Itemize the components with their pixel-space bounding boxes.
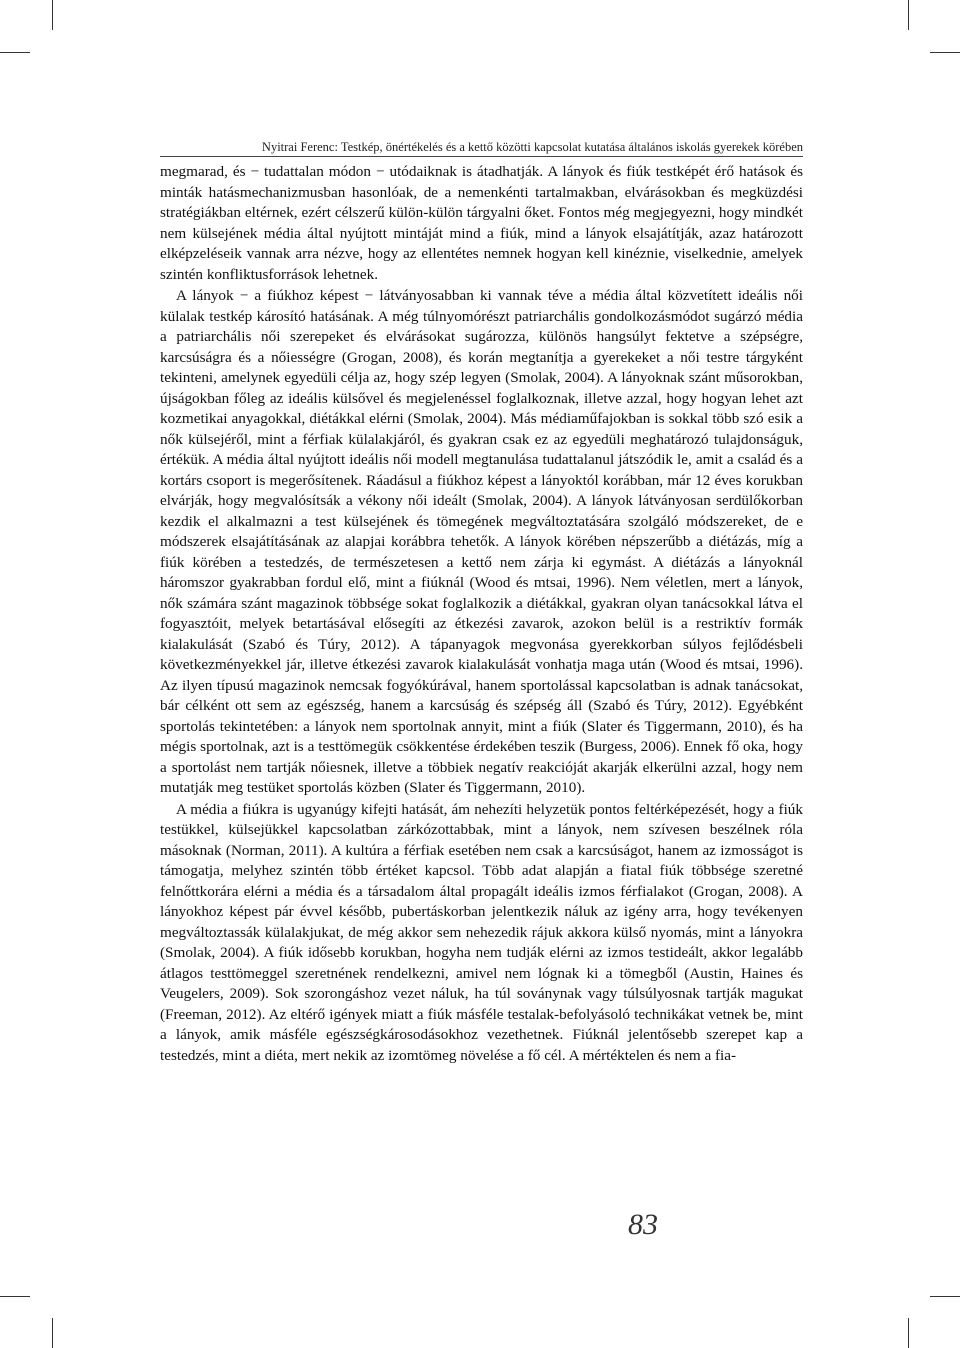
crop-mark-right-top xyxy=(930,52,960,53)
crop-mark-right-bottom xyxy=(930,1296,960,1297)
crop-mark-bottom-left xyxy=(52,1318,53,1348)
crop-mark-left-bottom xyxy=(0,1296,30,1297)
body-text xyxy=(160,162,803,1066)
running-head: Nyitrai Ferenc: Testkép, önértékelés és a kettő közötti kapcsolat kutatása általános iskolás gyerekek körében xyxy=(261,140,803,154)
crop-mark-top-left xyxy=(52,0,53,30)
paragraph-girls-media: A lányok − a fiúkhoz képest − látványosabban ki vannak téve a média által közvetített ideális női külalak testkép károsító hatásának. A még túlnyomórészt patriarchális gondolkozásmódot sugárzó média a patriarchális női szerepeket és elvárásokat sugározza, különös hangsúlyt fektetve a szépségre, karcsúságra és a nőiességre (Grogan, 2008), és korán megtanítja a gyerekeket a női testre tárgyként tekinteni, amelynek egyedüli célja az, hogy szép legyen (Smolak, 2004). A lányoknak szánt műsorokban, újságokban főleg az ideális külsővel és megjelenéssel foglalkoznak, illetve azzal, hogy hogyan lehet azt kozmetikai anyagokkal, diétákkal elérni (Smolak, 2004). Más médiaműfajokban is sokkal több szó esik a nők külsejéről, mint a férfiak külalakjáról, és gyakran csak ez az egyedüli meghatározó tulajdonságuk, értékük. A média által nyújtott ideális női modell megtanulása tudattalanul játszódik le, amit a család és a kortárs csoport is megerősítenek. Ráadásul a fiúkhoz képest a lányoktól korábban, már 12 éves korukban elvárják, hogy megvalósítsák a vékony női ideált (Smolak, 2004). A lányok látványosan serdülőkorban kezdik el alkalmazni a test külsejének és tömegének megváltoztatására szolgáló módszereket, de e módszerek elsajátításának az alapjai korábbra tehetők. A lányok körében népszerűbb a diétázás, míg a fiúk körében a testedzés, de természetesen a kettő nem zárja ki egymást. A diétázás a lányoknál háromszor gyakrabban fordul elő, mint a fiúknál (Wood és mtsai, 1996). Nem véletlen, mert a lányok, nők számára szánt magazinok többsége sokat foglalkozik a diétákkal, gyakran olyan tanácsokkal látva el fogyasztóit, melyek betartásával elősegíti az étkezési zavarok, azokon belül is a restriktív formák kialakulását (Szabó és Túry, 2012). A tápanyagok megvonása gyerekkorban súlyos fejlődésbeli következményekkel jár, illetve étkezési zavarok kialakulását vonhatja maga után (Wood és mtsai, 1996). Az ilyen típusú magazinok nemcsak fogyókúrával, hanem sportolással kapcsolatban is adnak tanácsokat, bár célként ott sem az egészség, hanem a karcsúság és szépség áll (Szabó és Túry, 2012). Egyébként sportolás tekintetében: a lányok nem sportolnak annyit, mint a fiúk (Slater és Tiggermann, 2010), és ha mégis sportolnak, azt is a testtömegük csökkentése érdekében teszik (Burgess, 2006). Ennek fő oka, hogy a sportolást nem tartják nőiesnek, illetve a többiek negatív reakcióját akarják elkerülni azzal, hogy nem mutatják meg testüket sportolás közben (Slater és Tiggermann, 2010). xyxy=(160,287,803,796)
crop-mark-left-top xyxy=(0,52,30,53)
page-number: 83 xyxy=(628,1208,658,1241)
crop-mark-top-right xyxy=(908,0,909,30)
paragraph-boys-media: A média a fiúkra is ugyanúgy kifejti hatását, ám nehezíti helyzetük pontos feltérképezését, hogy a fiúk testükkel, külsejükkel kapcsolatban zárkózottabbak, mint a lányok, nem szívesen beszélnek róla másoknak (Norman, 2011). A kultúra a férfiak esetében nem csak a karcsúságot, hanem az izmosságot is támogatja, melyhez szintén több értéket kapcsol. Több adat alapján a fiatal fiúk többsége szeretné felnőttkorára elérni a média és a társadalom által propagált ideális izmos férfialakot (Grogan, 2008). A lányokhoz képest pár évvel később, pubertáskorban jelentkezik náluk az igény arra, hogy tevékenyen megváltoztassák külalakjukat, de még akkor sem nehezedik rájuk akkora külső nyomás, mint a lányokra (Smolak, 2004). A fiúk idősebb korukban, hogyha nem tudják elérni az izmos testideált, akkor legalább átlagos testtömeggel szeretnének rendelkezni, amivel nem lógnak ki a tömegből (Austin, Haines és Veugelers, 2009). Sok szorongáshoz vezet náluk, ha túl soványnak vagy túlsúlyosnak tartják magukat (Freeman, 2012). Az eltérő igények miatt a fiúk másféle testalak-befolyásoló technikákat vetnek be, mint a lányok, amik másféle egészségkárosodásokhoz vezethetnek. Fiúknál jelentősebb szerepet kap a testedzés, mint a diéta, mert nekik az izomtömeg növelése a fő cél. A mértéktelen és nem a fia- xyxy=(160,800,803,1064)
paragraph-continuation: megmarad, és − tudattalan módon − utódaiknak is átadhatják. A lányok és fiúk testképét érő hatások és minták hatásmechanizmusban hasonlóak, de a nemenkénti tartalmakban, elvárásokban és megküzdési stratégiákban eltérnek, ezért célszerű külön-külön tárgyalni őket. Fontos még megjegyezni, hogy mindkét nem külsejének média által nyújtott mintáját mind a fiúk, mind a lányok elsajátítják, azaz határozott elképzeléseik vannak arra nézve, hogy az ellentétes nemnek hogyan kell kinéznie, viselkednie, amelyek szintén konfliktusforrások lehetnek. xyxy=(160,163,803,283)
header-rule xyxy=(160,156,803,157)
crop-mark-bottom-right xyxy=(908,1318,909,1348)
